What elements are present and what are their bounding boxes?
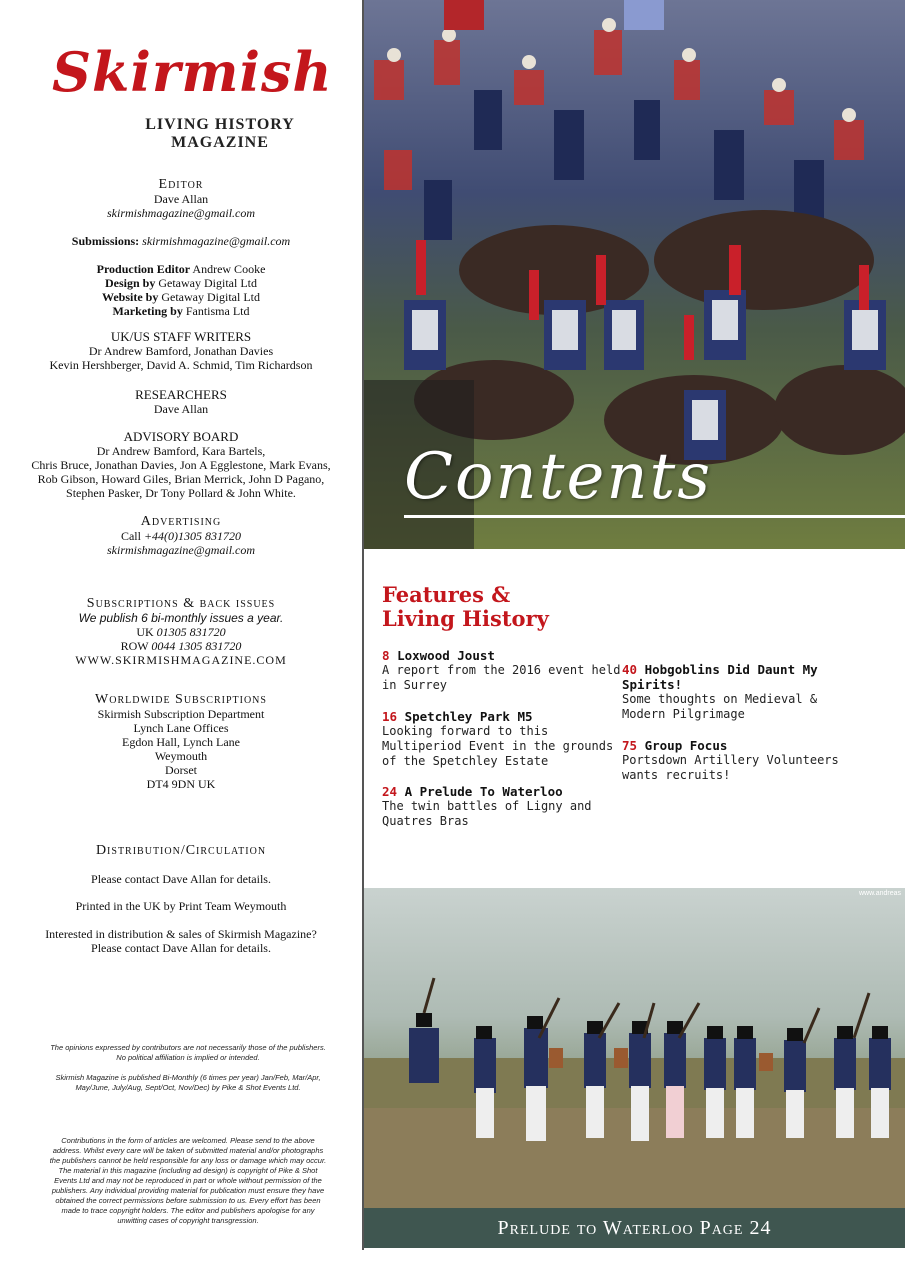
researchers-block: [0, 388, 362, 416]
disclaimer-published: Skirmish Magazine is published Bi-Monthly (6 times per year) Jan/Feb, Mar/Apr, May/June, July/Aug, Sept/Oct, Nov/Dec) by Pike & Shot Events Ltd.: [55, 1073, 321, 1092]
submissions-line: [0, 234, 362, 248]
item-desc: Some thoughts on Medieval & Modern Pilgrimage: [622, 692, 818, 721]
worldwide-block: [0, 693, 362, 791]
contents-item[interactable]: [622, 662, 842, 722]
uk-label: UK: [136, 625, 154, 639]
item-page: 75: [622, 738, 638, 753]
item-page: 40: [622, 662, 638, 677]
subscriptions-note: We publish 6 bi-monthly issues a year.: [78, 611, 284, 625]
credit-line: Production Editor Andrew Cooke: [96, 262, 266, 276]
researchers-heading: RESEARCHERS: [135, 387, 227, 402]
contents-rule: [404, 515, 905, 518]
submissions-email[interactable]: skirmishmagazine@gmail.com: [142, 234, 291, 248]
contents-item[interactable]: [382, 709, 622, 769]
row-phone: 0044 1305 831720: [151, 639, 242, 653]
item-title: Hobgoblins Did Daunt My Spirits!: [622, 662, 818, 692]
staff-writers-line: Kevin Hershberger, David A. Schmid, Tim Richardson: [49, 358, 313, 372]
disclaimer-line: No political affiliation is implied or intended.: [116, 1053, 260, 1062]
address-line: Skirmish Subscription Department: [97, 707, 265, 721]
address-line: DT4 9DN UK: [146, 777, 216, 791]
distribution-heading-wrap: [0, 844, 362, 858]
call-label: Call: [120, 529, 141, 543]
battle-cavalry-photo: [364, 0, 905, 549]
waterloo-infantry-photo: [364, 888, 905, 1208]
credits-block: [0, 262, 362, 318]
address-line: Weymouth: [154, 749, 208, 763]
worldwide-heading: Worldwide Subscriptions: [95, 692, 267, 707]
infantry-illustration: [364, 888, 905, 1208]
contents-item[interactable]: [382, 784, 622, 829]
editor-email[interactable]: skirmishmagazine@gmail.com: [106, 206, 256, 220]
item-title: Group Focus: [644, 738, 728, 753]
item-desc: Portsdown Artillery Volunteers wants recruits!: [622, 753, 839, 782]
submissions-label: Submissions:: [71, 234, 140, 248]
advisory-block: [0, 430, 362, 500]
credit-line: Marketing by Fantisma Ltd: [112, 304, 250, 318]
distribution-interest: [0, 927, 362, 955]
advisory-line: Dr Andrew Bamford, Kara Bartels,: [96, 444, 266, 458]
subscriptions-block: [0, 597, 362, 667]
item-page: 8: [382, 648, 390, 663]
address-line: Egdon Hall, Lynch Lane: [122, 735, 240, 749]
masthead-column: [0, 0, 362, 1280]
contents-title: Contents: [404, 440, 713, 514]
distribution-heading: Distribution/Circulation: [95, 843, 267, 858]
staff-writers-block: [0, 330, 362, 372]
staff-writers-heading: UK/US STAFF WRITERS: [110, 329, 252, 344]
distribution-interest-line: Interested in distribution & sales of Skirmish Magazine?: [45, 927, 317, 941]
editor-name: Dave Allan: [153, 192, 209, 206]
distribution-contact: Please contact Dave Allan for details.: [91, 872, 271, 886]
item-title: A Prelude To Waterloo: [404, 784, 563, 799]
advertising-block: [0, 515, 362, 557]
address-line: Lynch Lane Offices: [133, 721, 229, 735]
item-page: 24: [382, 784, 398, 799]
uk-phone: 01305 831720: [156, 625, 226, 639]
contents-item[interactable]: [622, 738, 842, 783]
advertising-email[interactable]: skirmishmagazine@gmail.com: [106, 543, 256, 557]
item-desc: A report from the 2016 event held in Surrey: [382, 663, 621, 692]
item-title: Spetchley Park M5: [404, 709, 533, 724]
advertising-phone: +44(0)1305 831720: [143, 529, 242, 543]
advertising-heading: Advertising: [140, 514, 222, 529]
advisory-line: Stephen Pasker, Dr Tony Pollard & John White.: [66, 486, 296, 500]
disclaimer-contributions: Contributions in the form of articles are welcomed. Please send to the above address. Whilst every care will be taken of submitted material and/or photographs the publishers cannot be held responsible for any loss or damage which may occur. The material in this magazine (including ad design) is copyright of Pike & Shot Events Ltd and may not be reproduced in part or whole without permission of the publishers. Any individual providing material for publication must ensure they have obtained the correct permissions before submission to us. Every effort has been made to trace copyright holders. The editor and publishers apologise for any unwitting cases of copyright transgression.: [49, 1136, 327, 1225]
editor-heading: Editor: [158, 177, 204, 192]
staff-writers-line: Dr Andrew Bamford, Jonathan Davies: [88, 344, 274, 358]
features-heading-line: Living History: [382, 606, 549, 631]
advisory-line: Chris Bruce, Jonathan Davies, Jon A Egglestone, Mark Evans,: [31, 458, 331, 472]
contents-item[interactable]: [382, 648, 622, 693]
skirmish-logo: [52, 40, 333, 151]
logo-title: Skirmish: [52, 40, 333, 104]
disclaimer-line: The opinions expressed by contributors are not necessarily those of the publishers.: [50, 1043, 326, 1052]
advisory-line: Rob Gibson, Howard Giles, Brian Merrick, John D Pagano,: [37, 472, 325, 486]
researchers-line: Dave Allan: [153, 402, 209, 416]
row-label: ROW: [120, 639, 149, 653]
credit-line: Website by Getaway Digital Ltd: [102, 290, 260, 304]
subscriptions-heading: Subscriptions & back issues: [86, 596, 276, 611]
item-desc: Looking forward to this Multiperiod Event in the grounds of the Spetchley Estate: [382, 724, 614, 768]
credit-line: Design by Getaway Digital Ltd: [105, 276, 257, 290]
distribution-interest-line: Please contact Dave Allan for details.: [91, 941, 271, 955]
photo-caption-banner[interactable]: Prelude to Waterloo Page 24: [364, 1208, 905, 1248]
advisory-heading: ADVISORY BOARD: [123, 429, 239, 444]
distribution-printed: Printed in the UK by Print Team Weymouth: [75, 899, 287, 913]
features-heading: [382, 583, 549, 631]
disclaimer-opinions: [48, 1043, 328, 1063]
editor-block: [0, 178, 362, 220]
item-title: Loxwood Joust: [397, 648, 495, 663]
item-page: 16: [382, 709, 398, 724]
logo-subtitle: LIVING HISTORY MAGAZINE: [145, 116, 295, 151]
item-desc: The twin battles of Ligny and Quatres Bras: [382, 799, 592, 828]
photo-watermark: www.andreas: [858, 890, 901, 897]
features-heading-line: Features &: [382, 582, 511, 607]
address-line: Dorset: [165, 763, 197, 777]
website-link[interactable]: WWW.SKIRMISHMAGAZINE.COM: [75, 653, 287, 667]
